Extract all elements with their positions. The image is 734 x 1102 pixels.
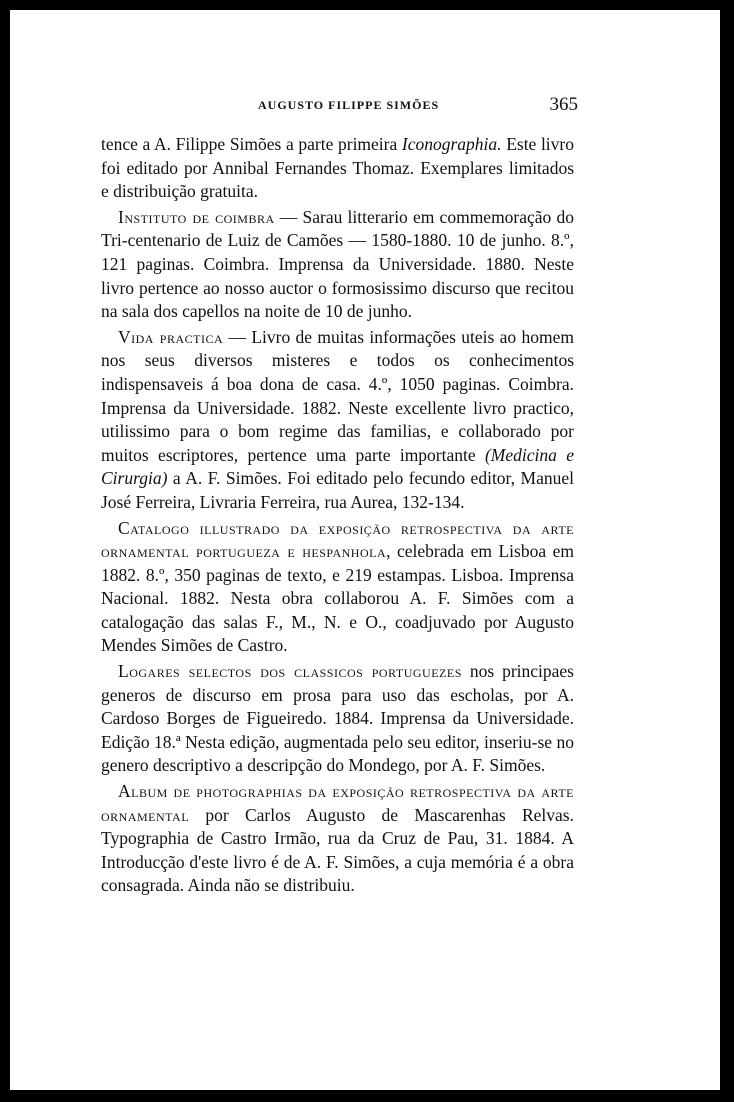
entry-heading: Instituto de coimbra <box>118 206 275 227</box>
entry-text: — Sarau litterario em commemoração do Tri-centenario de Luiz de Camões — 1580-1880. 10 de junho. 8.º, 121 paginas. Coimbra. Imprensa da Universidade. 1880. Neste livro pertence ao nosso auctor o formosissimo discurso que recitou na sala dos capellos na noite de 10 de junho. <box>101 206 574 322</box>
entry-text-after: a A. F. Simões. Foi editado pelo fecundo editor, Manuel José Ferreira, Livraria Ferreira, rua Aurea, 132-134. <box>101 468 574 512</box>
entry-heading: Vida practica <box>118 326 224 347</box>
entry-text: tence a A. Filippe Simões a parte primeira <box>101 134 402 154</box>
entry-album <box>101 780 574 898</box>
entry-catalogo <box>101 517 574 659</box>
entry-text: — Livro de muitas informações uteis ao homem nos seus diversos misteres e todos os conhecimentos indispensaveis á boa dona de casa. 4.º, 1050 paginas. Coimbra. Imprensa da Universidade. 1882. Neste excellente livro practico, utilissimo para o bom regime das familias, e collaborado por muitos escriptores, pertence uma parte importante <box>101 326 574 465</box>
entry-italic-title: (Medicina e Cirurgia) <box>101 444 574 489</box>
running-title: AUGUSTO FILIPPE SIMÕES <box>258 98 440 112</box>
entry-text: , celebrada em Lisboa em 1882. 8.º, 350 paginas de texto, e 219 estampas. Lisboa. Imprensa Nacional. 1882. Nesta obra collaborou A. F. Simões com a catalogação das salas F., M., N. e O., coadjuvado por Augusto Mendes Simões de Castro. <box>101 541 575 656</box>
entry-text-after: Este livro foi editado por Annibal Fernandes Thomaz. Exemplares limitados e distribuição gratuita. <box>101 134 574 202</box>
entry-logares-selectos <box>101 660 574 778</box>
entry-heading: Logares selectos dos classicos portuguezes <box>118 661 462 682</box>
body-text <box>101 133 574 900</box>
entry-heading: Catalogo illustrado da exposição retrospectiva da arte ornamental portugueza e hespanhola <box>101 517 574 562</box>
entry-continuation <box>101 133 574 204</box>
entry-heading: Album de photographias da exposição retrospectiva da arte ornamental <box>101 781 574 825</box>
entry-text: nos principaes generos de discurso em prosa para uso das escholas, por A. Cardoso Borges de Figueiredo. 1884. Imprensa da Universidade. Edição 18.ª Nesta edição, augmentada pelo seu editor, inseriu-se no genero descriptivo a descripção do Mondego, por A. F. Simões. <box>101 661 574 776</box>
entry-instituto <box>101 206 574 324</box>
page-number: 365 <box>549 94 578 115</box>
page-header <box>10 96 720 120</box>
book-page <box>10 10 720 1090</box>
entry-text: por Carlos Augusto de Mascarenhas Relvas. Typographia de Castro Irmão, rua da Cruz de Pau, 31. 1884. A Introducção d'este livro é de A. F. Simões, a cuja memória é a obra consagrada. Ainda não se distribuiu. <box>101 804 574 896</box>
entry-italic-title: Iconographia. <box>401 134 502 154</box>
entry-vida-practica <box>101 326 574 515</box>
